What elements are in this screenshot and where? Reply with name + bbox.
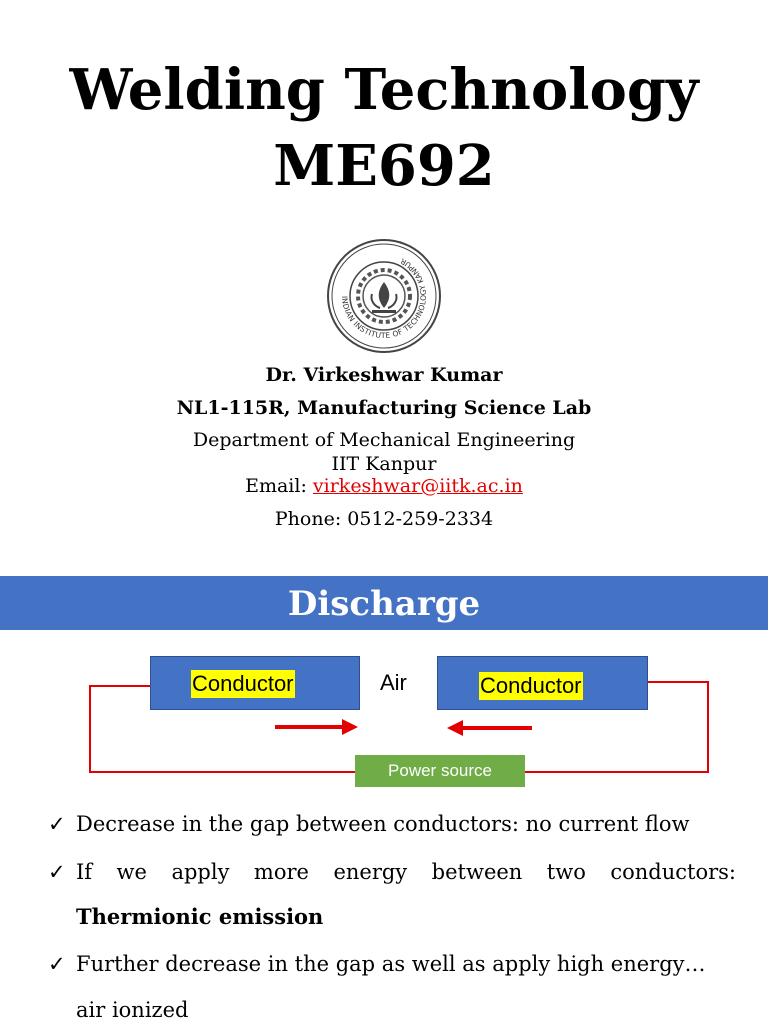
check-icon: ✓ (48, 860, 66, 884)
power-source-box: Power source (355, 755, 525, 787)
bullet-text-bold: Thermionic emission (76, 904, 324, 929)
right-arrow-icon (275, 719, 358, 735)
course-code: ME692 (273, 133, 495, 199)
email-link[interactable]: virkeshwar@iitk.ac.in (312, 475, 523, 497)
bullet-text-continued: air ionized (76, 998, 189, 1022)
air-gap-label: Air (380, 670, 407, 695)
slide-title: Welding Technology (69, 57, 699, 123)
instructor-name: Dr. Virkeshwar Kumar (265, 364, 503, 386)
phone: Phone: 0512-259-2334 (274, 508, 494, 530)
department: Department of Mechanical Engineering (192, 429, 576, 451)
left-arrow-icon (447, 720, 532, 736)
check-icon: ✓ (48, 812, 66, 836)
check-icon: ✓ (48, 952, 66, 976)
seal-ring-text: INDIAN INSTITUTE OF TECHNOLOGY KANPUR (339, 256, 429, 341)
email-label: Email: (245, 475, 313, 497)
left-conductor-label: Conductor (192, 671, 294, 696)
instructor-lab: NL1-115R, Manufacturing Science Lab (176, 397, 592, 419)
bullet-text: If we apply more energy between two conductors: (76, 860, 736, 884)
section-banner: Discharge (0, 576, 768, 630)
right-conductor-label: Conductor (480, 673, 582, 698)
bullet-text: Further decrease in the gap as well as apply high energy… (76, 952, 706, 976)
bullet-text: Decrease in the gap between conductors: no current flow (76, 812, 690, 836)
institute: IIT Kanpur (331, 453, 437, 475)
